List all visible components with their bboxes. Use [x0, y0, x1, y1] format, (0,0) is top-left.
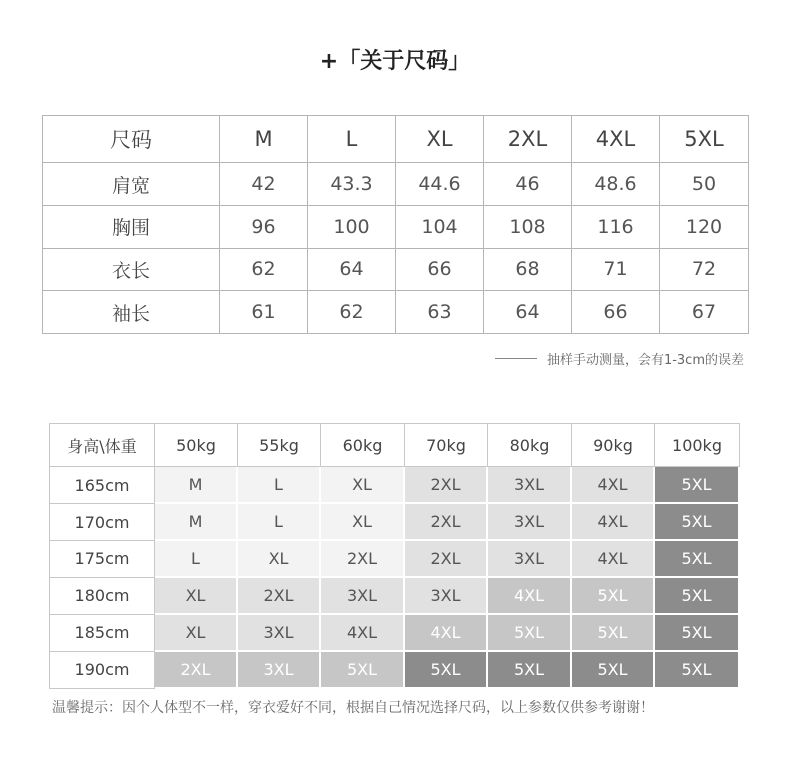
fit-table — [49, 423, 740, 689]
size-header-cell: L — [308, 116, 396, 163]
size-cell: 44.6 — [396, 163, 484, 206]
size-cell: 50 — [660, 163, 749, 206]
fit-row-height: 180cm — [49, 578, 155, 615]
size-header-cell: XL — [396, 116, 484, 163]
fit-cell: 5XL — [655, 504, 740, 541]
size-cell: 96 — [220, 205, 308, 248]
size-header-label: 尺码 — [43, 116, 220, 163]
size-cell: 116 — [572, 205, 660, 248]
size-header-cell: 4XL — [572, 116, 660, 163]
fit-cell: 5XL — [655, 541, 740, 578]
size-cell: 62 — [220, 248, 308, 291]
size-header-row — [43, 116, 749, 163]
fit-row — [49, 504, 740, 541]
fit-row-height: 165cm — [49, 467, 155, 504]
fit-cell: 4XL — [405, 615, 488, 652]
fit-header-weight: 60kg — [321, 423, 405, 467]
fit-cell: XL — [155, 578, 238, 615]
fit-row — [49, 467, 740, 504]
fit-row-height: 185cm — [49, 615, 155, 652]
size-cell: 120 — [660, 205, 749, 248]
fit-cell: M — [155, 504, 238, 541]
fit-cell: XL — [321, 504, 405, 541]
fit-header-row — [49, 423, 740, 467]
fit-cell: 4XL — [572, 467, 655, 504]
fit-cell: L — [238, 504, 321, 541]
fit-cell: XL — [155, 615, 238, 652]
fit-header-weight: 50kg — [155, 423, 238, 467]
size-row — [43, 205, 749, 248]
fit-cell: 4XL — [572, 541, 655, 578]
size-cell: 61 — [220, 291, 308, 334]
fit-row-height: 175cm — [49, 541, 155, 578]
fit-row — [49, 615, 740, 652]
fit-cell: 5XL — [655, 578, 740, 615]
size-cell: 62 — [308, 291, 396, 334]
size-cell: 108 — [484, 205, 572, 248]
size-cell: 63 — [396, 291, 484, 334]
size-row — [43, 248, 749, 291]
fit-cell: 5XL — [655, 615, 740, 652]
fit-row — [49, 578, 740, 615]
size-cell: 66 — [572, 291, 660, 334]
measurement-note — [495, 349, 744, 368]
size-header-cell: 5XL — [660, 116, 749, 163]
size-row — [43, 291, 749, 334]
size-row-label: 袖长 — [43, 291, 220, 334]
fit-cell: 5XL — [572, 615, 655, 652]
note-dash — [495, 358, 537, 359]
fit-cell: 2XL — [405, 504, 488, 541]
fit-cell: 4XL — [321, 615, 405, 652]
fit-cell: 5XL — [488, 652, 572, 689]
size-cell: 104 — [396, 205, 484, 248]
page-title: +「关于尺码」 — [319, 49, 471, 74]
fit-cell: 2XL — [155, 652, 238, 689]
fit-cell: 4XL — [572, 504, 655, 541]
fit-row-height: 170cm — [49, 504, 155, 541]
fit-row — [49, 652, 740, 689]
size-cell: 68 — [484, 248, 572, 291]
fit-cell: XL — [321, 467, 405, 504]
fit-cell: 2XL — [405, 467, 488, 504]
fit-header-weight: 55kg — [238, 423, 321, 467]
fit-cell: 5XL — [572, 578, 655, 615]
fit-cell: M — [155, 467, 238, 504]
fit-cell: 2XL — [238, 578, 321, 615]
size-cell: 71 — [572, 248, 660, 291]
size-row-label: 肩宽 — [43, 163, 220, 206]
fit-header-weight: 100kg — [655, 423, 740, 467]
size-cell: 42 — [220, 163, 308, 206]
size-cell: 43.3 — [308, 163, 396, 206]
size-header-cell: M — [220, 116, 308, 163]
fit-cell: 5XL — [655, 652, 740, 689]
fit-header-weight: 90kg — [572, 423, 655, 467]
size-cell: 46 — [484, 163, 572, 206]
fit-cell: 5XL — [572, 652, 655, 689]
tip-text: 温馨提示：因个人体型不一样，穿衣爱好不同，根据自己情况选择尺码，以上参数仅供参考谢谢！ — [52, 700, 654, 716]
fit-cell: 3XL — [238, 652, 321, 689]
fit-cell: 3XL — [238, 615, 321, 652]
size-table — [42, 115, 749, 334]
note-text: 抽样手动测量，会有1-3cm的误差 — [546, 353, 744, 368]
fit-cell: 3XL — [321, 578, 405, 615]
fit-header-corner: 身高\体重 — [49, 423, 155, 467]
size-cell: 64 — [308, 248, 396, 291]
size-cell: 100 — [308, 205, 396, 248]
fit-cell: 3XL — [405, 578, 488, 615]
size-row-label: 胸围 — [43, 205, 220, 248]
size-header-cell: 2XL — [484, 116, 572, 163]
size-cell: 72 — [660, 248, 749, 291]
fit-header-weight: 80kg — [488, 423, 572, 467]
fit-cell: L — [238, 467, 321, 504]
fit-cell: 4XL — [488, 578, 572, 615]
fit-cell: 3XL — [488, 504, 572, 541]
fit-row — [49, 541, 740, 578]
fit-cell: 2XL — [405, 541, 488, 578]
fit-cell: 3XL — [488, 467, 572, 504]
fit-cell: 3XL — [488, 541, 572, 578]
fit-header-weight: 70kg — [405, 423, 488, 467]
fit-cell: 5XL — [405, 652, 488, 689]
fit-cell: 5XL — [488, 615, 572, 652]
fit-cell: 5XL — [655, 467, 740, 504]
fit-row-height: 190cm — [49, 652, 155, 689]
size-cell: 64 — [484, 291, 572, 334]
size-row — [43, 163, 749, 206]
size-row-label: 衣长 — [43, 248, 220, 291]
fit-cell: L — [155, 541, 238, 578]
fit-cell: 2XL — [321, 541, 405, 578]
fit-cell: 5XL — [321, 652, 405, 689]
fit-cell: XL — [238, 541, 321, 578]
size-cell: 48.6 — [572, 163, 660, 206]
size-cell: 67 — [660, 291, 749, 334]
size-cell: 66 — [396, 248, 484, 291]
